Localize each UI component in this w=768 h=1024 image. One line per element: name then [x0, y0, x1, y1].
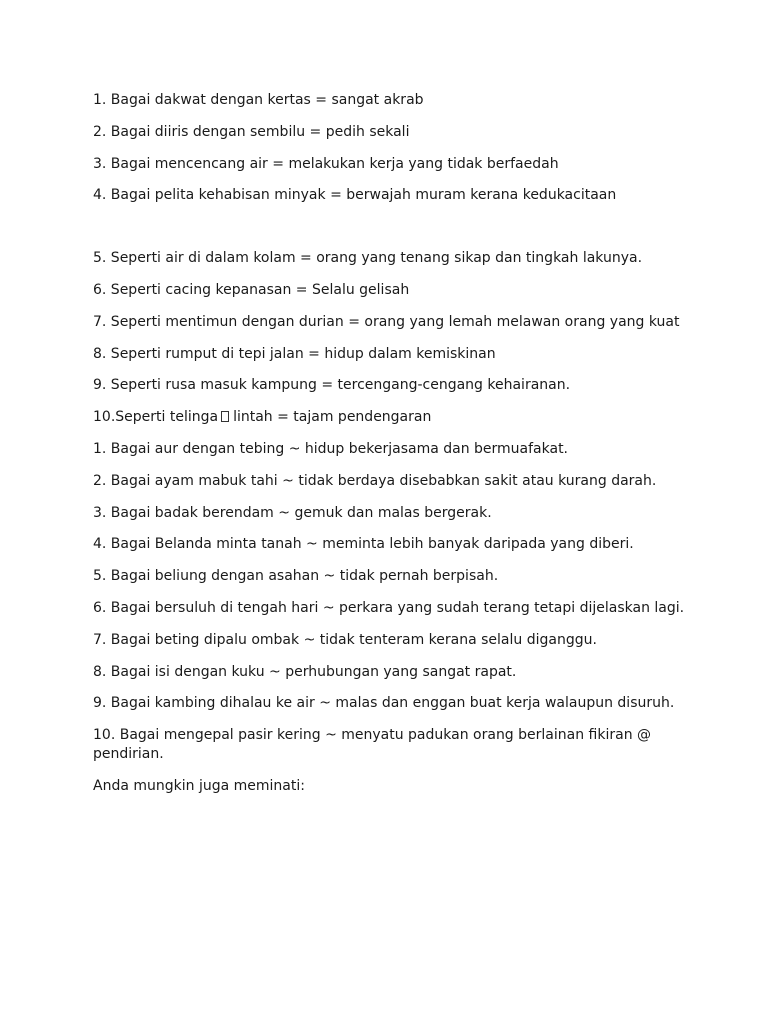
list-item: 8. Bagai isi dengan kuku ~ perhubungan yang sangat rapat.: [93, 663, 517, 680]
missing-glyph-icon: [221, 411, 229, 422]
list-item: 1. Bagai aur dengan tebing ~ hidup bekerjasama dan bermuafakat.: [93, 440, 569, 457]
list-item: 9. Seperti rusa masuk kampung = tercengang-cengang kehairanan.: [93, 377, 571, 394]
list-item: 6. Bagai bersuluh di tengah hari ~ perkara yang sudah terang tetapi dijelaskan lagi.: [93, 599, 685, 616]
list-item-10-suffix: lintah = tajam pendengaran: [233, 409, 432, 426]
list-item: 5. Seperti air di dalam kolam = orang yang tenang sikap dan tingkah lakunya.: [93, 250, 643, 267]
list-item: 7. Bagai beting dipalu ombak ~ tidak tenteram kerana selalu diganggu.: [93, 631, 597, 648]
list-item: 3. Bagai mencencang air = melakukan kerja yang tidak berfaedah: [93, 155, 559, 172]
footer-note: Anda mungkin juga meminati:: [93, 777, 305, 794]
list-item: 1. Bagai dakwat dengan kertas = sangat akrab: [93, 92, 424, 108]
list-item: 7. Seperti mentimun dengan durian = orang yang lemah melawan orang yang kuat: [93, 313, 680, 330]
list-item: 6. Seperti cacing kepanasan = Selalu gelisah: [93, 281, 410, 298]
document-page: [93, 91, 693, 809]
list-item: 4. Bagai Belanda minta tanah ~ meminta lebih banyak daripada yang diberi.: [93, 536, 634, 553]
list-item: 4. Bagai pelita kehabisan minyak = berwajah muram kerana kedukacitaan: [93, 187, 617, 204]
list-item: 2. Bagai diiris dengan sembilu = pedih sekali: [93, 123, 410, 140]
list-item: 2. Bagai ayam mabuk tahi ~ tidak berdaya disebabkan sakit atau kurang darah.: [93, 472, 657, 489]
section-spacer: [93, 218, 693, 249]
list-item-10-prefix: 10.Seperti telinga: [93, 409, 219, 426]
list-item: 8. Seperti rumput di tepi jalan = hidup dalam kemiskinan: [93, 345, 496, 362]
list-item: 3. Bagai badak berendam ~ gemuk dan malas bergerak.: [93, 504, 492, 521]
list-item: 5. Bagai beliung dengan asahan ~ tidak pernah berpisah.: [93, 568, 499, 585]
list-item: 9. Bagai kambing dihalau ke air ~ malas dan enggan buat kerja walaupun disuruh.: [93, 695, 675, 712]
list-item-10: [93, 408, 693, 427]
list-item: 10. Bagai mengepal pasir kering ~ menyatu padukan orang berlainan fikiran @ pendirian.: [93, 727, 652, 763]
